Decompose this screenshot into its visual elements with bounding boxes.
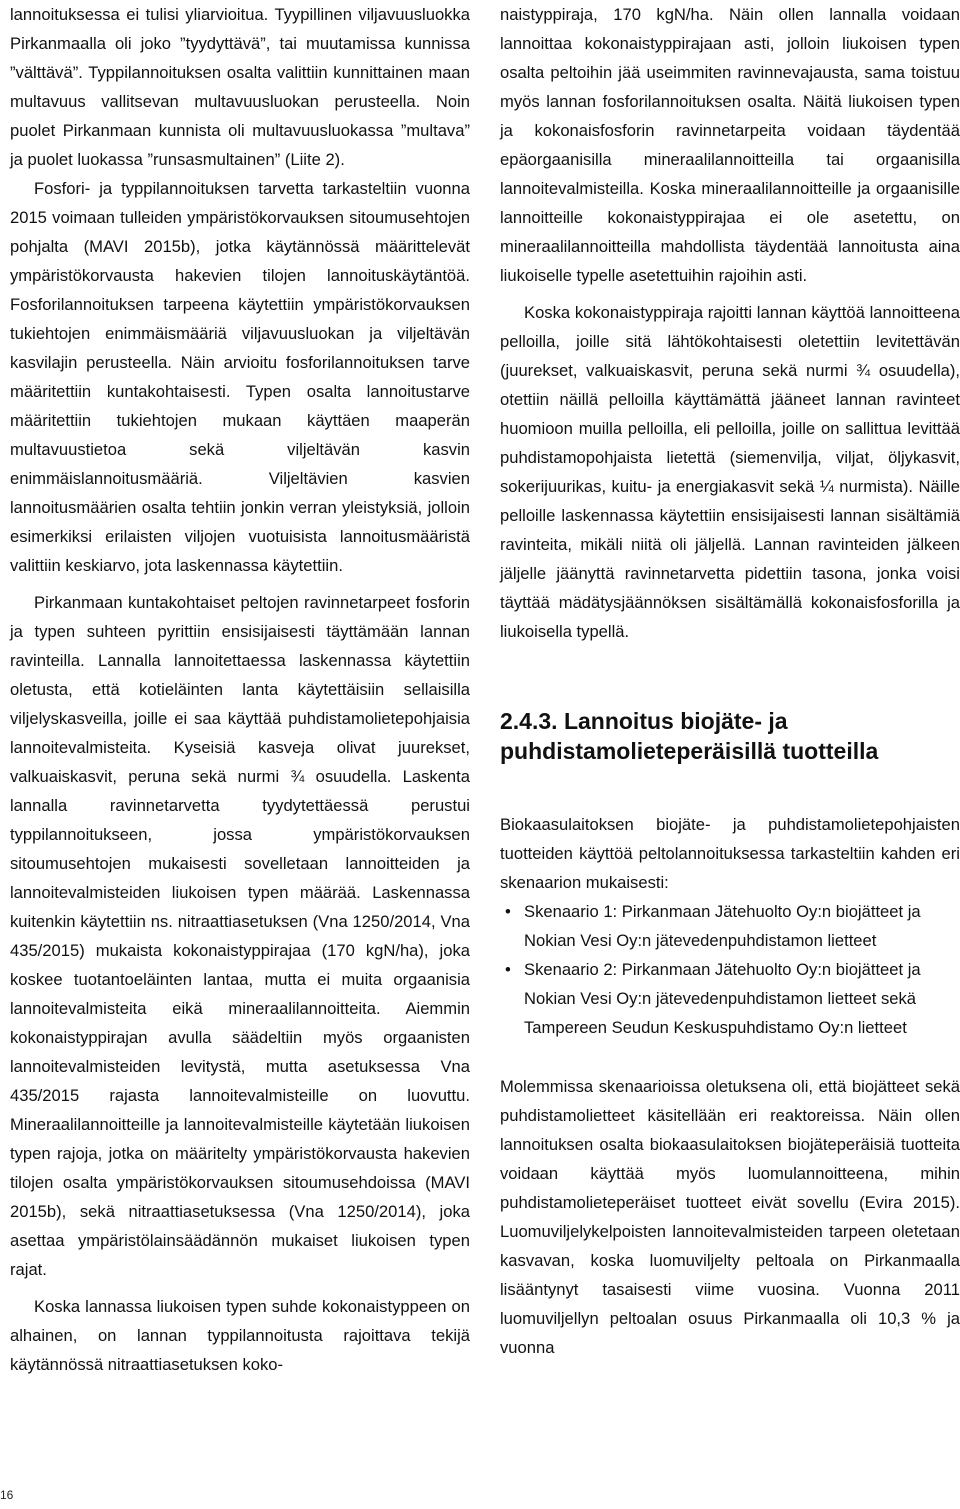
right-column [500, 0, 960, 1362]
left-column [10, 0, 470, 1379]
left-paragraph-1: lannoituksessa ei tulisi yliarvioitua. Tyypillinen viljavuusluokka Pirkanmaalla oli joko ”tyydyttävä”, tai muutamissa kunnissa ”välttävä”. Typpilannoituksen osalta valittiin kunnittainen maan multavuus vallitsevan multavuusluokan perusteella. Noin puolet Pirkanmaan kunnista oli multavuusluokassa ”multava” ja puolet luokassa ”runsasmultainen” (Liite 2). [10, 5, 470, 169]
list-item [500, 955, 960, 1042]
page-number: 16 [0, 1488, 14, 1502]
right-paragraph-2: Koska kokonaistyppiraja rajoitti lannan käyttöä lannoitteena pelloilla, joille sitä lähtökohtaisesti oletettiin levitettävän (juurekset, valkuaiskasvit, peruna sekä nurmi ¾ osuudella), otettiin näillä pelloilla käyttämättä jääneet lannan ravinteet huomioon muilla pelloilla, eli pelloilla, joille on sallittua levittää puhdistamopohjaista lietettä (siemenvilja, viljat, öljykasvit, sokerijuurikas, kuitu- ja energiakasvit sekä ¼ nurmista). Näille pelloille laskennassa käytettiin ensisijaisesti lannan sisältämiä ravinteita, mikäli niitä oli jäljellä. Lannan ravinteiden jälkeen jäljelle jäänyttä ravinnetarvetta pidettiin tasona, jonka voisi täyttää mädätysjäännöksen sisältämällä kokonaisfosforilla ja liukoisella typellä. [500, 303, 960, 641]
section-heading-text: Lannoitus biojäte- ja puhdistamolieteperäisillä tuotteilla [500, 708, 879, 764]
list-item-text: Skenaario 1: Pirkanmaan Jätehuolto Oy:n biojätteet ja Nokian Vesi Oy:n jätevedenpuhdistamon lietteet [524, 902, 921, 950]
right-paragraph-4: Molemmissa skenaarioissa oletuksena oli, että biojätteet sekä puhdistamolietteet käsitellään eri reaktoreissa. Näin ollen lannoituksen osalta biokaasulaitoksen biojäteperäisiä tuotteita voidaan käyttää myös luomulannoitteena, mihin puhdistamolieteperäiset tuotteet eivät sovellu (Evira 2015). Luomuviljelykelpoisten lannoitevalmisteiden tarpeen oletetaan kasvavan, koska luomuviljelty peltoala on Pirkanmaalla lisääntynyt tasaisesti viime vuosina. Vuonna 2011 luomuviljellyn peltoalan osuus Pirkanmaalla oli 10,3 % ja vuonna [500, 1077, 960, 1357]
scenario-list [500, 897, 960, 1042]
left-paragraph-4: Koska lannassa liukoisen typen suhde kokonaistyppeen on alhainen, on lannan typpilannoitusta rajoittava tekijä käytännössä nitraattiasetuksen koko- [10, 1297, 470, 1374]
list-item [500, 897, 960, 955]
left-paragraph-2: Fosfori- ja typpilannoituksen tarvetta tarkasteltiin vuonna 2015 voimaan tulleiden ympäristökorvauksen sitoumusehtojen pohjalta (MAVI 2015b), jotka käytännössä määrittelevät ympäristökorvausta hakevien tilojen lannoituskäytäntöä. Fosforilannoituksen tarpeena käytettiin ympäristökorvauksen tukiehtojen enimmäismääriä viljavuusluokan ja viljeltävän kasvilajin perusteella. Näin arvioitu fosforilannoituksen tarve määritettiin kuntakohtaisesti. Typen osalta lannoitustarve määritettiin tukiehtojen mukaan käyttäen maaperän multavuustietoa sekä viljeltävän kasvin enimmäislannoitusmääriä. Viljeltävien kasvien lannoitusmäärien osalta tehtiin jonkin verran yleistyksiä, jolloin esimerkiksi erilaisten viljojen vuotuisista lannoitusmääristä valittiin keskiarvo, jota laskennassa käytettiin. [10, 179, 470, 575]
right-paragraph-1: naistyppiraja, 170 kgN/ha. Näin ollen lannalla voidaan lannoittaa kokonaistyppirajaan asti, jolloin liukoisen typen osalta peltoihin jää useimmiten ravinnevajausta, sama toistuu myös lannan fosforilannoituksen osalta. Näitä liukoisen typen ja kokonaisfosforin ravinnetarpeita voidaan täydentää epäorgaanisilla mineraalilannoitteilla tai orgaanisilla lannoitevalmisteilla. Koska mineraalilannoitteille ja orgaanisille lannoitteille kokonaistyppirajaa ei ole asetettu, on mineraalilannoitteilla mahdollista täydentää lannoitusta aina liukoiselle typelle asetettuihin rajoihin asti. [500, 5, 960, 285]
right-paragraph-3: Biokaasulaitoksen biojäte- ja puhdistamolietepohjaisten tuotteiden käyttöä peltolannoituksessa tarkasteltiin kahden eri skenaarion mukaisesti: [500, 815, 960, 892]
section-heading [500, 706, 960, 766]
bullet-icon: • [505, 902, 511, 921]
section-heading-number: 2.4.3. [500, 708, 558, 734]
list-item-text: Skenaario 2: Pirkanmaan Jätehuolto Oy:n biojätteet ja Nokian Vesi Oy:n jätevedenpuhdistamon lietteet sekä Tampereen Seudun Keskuspuhdistamo Oy:n lietteet [524, 960, 921, 1037]
left-paragraph-3: Pirkanmaan kuntakohtaiset peltojen ravinnetarpeet fosforin ja typen suhteen pyrittiin ensisijaisesti täyttämään lannan ravinteilla. Lannalla lannoitettaessa laskennassa käytettiin oletusta, että kotieläinten lanta käytettäisiin sellaisilla viljelyskasveilla, joille ei saa käyttää puhdistamolietepohjaisia lannoitevalmisteita. Kyseisiä kasveja olivat juurekset, valkuaiskasvit, peruna sekä nurmi ¾ osuudella. Laskenta lannalla ravinnetarvetta tyydytettäessä perustui typpilannoitukseen, jossa ympäristökorvauksen sitoumusehtojen mukaisesti sovelletaan lannoitteiden ja lannoitevalmisteiden liukoisen typen määrää. Laskennassa kuitenkin käytettiin ns. nitraattiasetuksen (Vna 1250/2014, Vna 435/2015) mukaista kokonaistyppirajaa (170 kgN/ha), joka koskee tuotantoeläinten lantaa, mutta ei muita orgaanisia lannoitevalmisteita eikä mineraalilannoitteita. Aiemmin kokonaistyppirajan avulla säädeltiin myös orgaanisten lannoitevalmisteiden levitystä, mutta asetuksessa Vna 435/2015 rajasta lannoitevalmisteille on luovuttu. Mineraalilannoitteille ja lannoitevalmisteille käytetään liukoisen typen rajoja, jotka on määritelty ympäristökorvausta hakevien tilojen osalta ympäristökorvauksen sitoumusehdoissa (MAVI 2015b), sekä nitraattiasetuksessa (Vna 1250/2014), joka asettaa ympäristölainsäädännön mukaiset liukoisen typen rajat. [10, 593, 470, 1279]
bullet-icon: • [505, 960, 511, 979]
